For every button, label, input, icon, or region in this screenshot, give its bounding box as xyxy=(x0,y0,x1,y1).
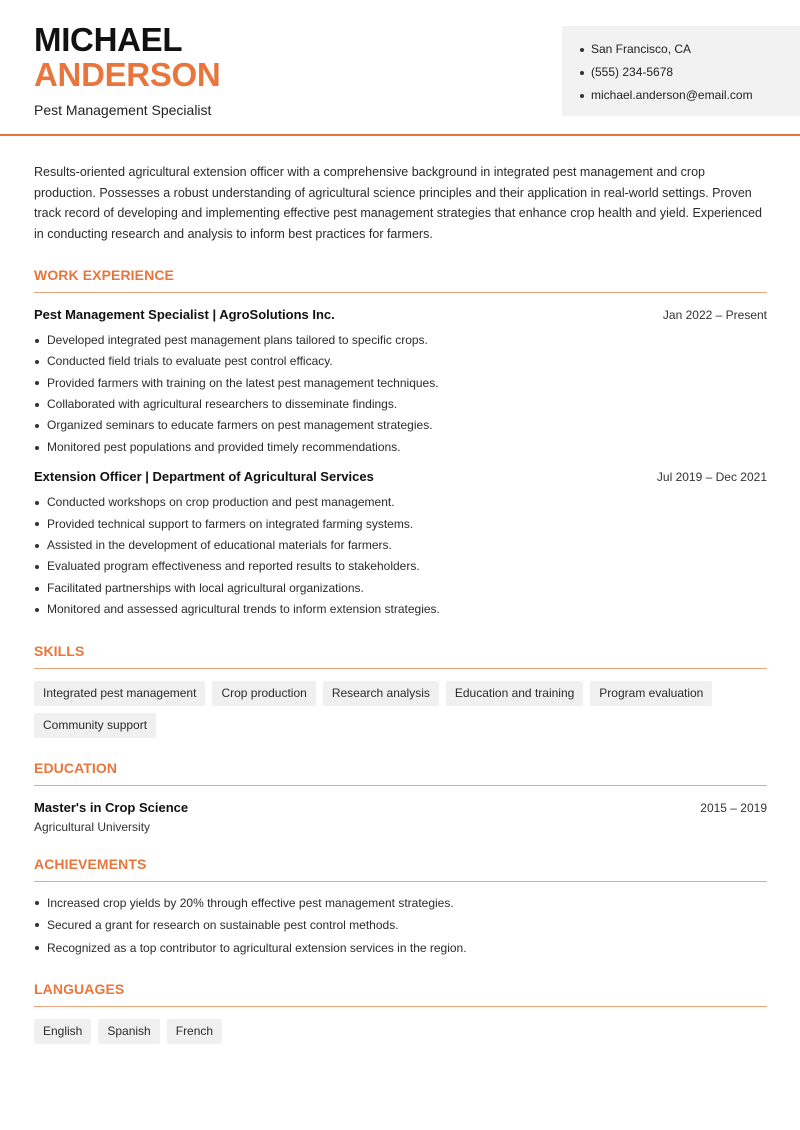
bullet-icon xyxy=(35,501,39,505)
resume-header xyxy=(0,0,800,136)
job-entry xyxy=(34,307,767,458)
languages-list xyxy=(34,1019,767,1044)
bullet-text: Provided farmers with training on the latest pest management techniques. xyxy=(47,375,439,390)
work-experience-heading: WORK EXPERIENCE xyxy=(34,267,767,293)
bullet-icon xyxy=(35,522,39,526)
education-heading: EDUCATION xyxy=(34,760,767,786)
bullet-text: Collaborated with agricultural researchers to disseminate findings. xyxy=(47,397,398,412)
list-item xyxy=(34,535,767,556)
bullet-text: Monitored pest populations and provided timely recommendations. xyxy=(47,439,401,454)
job-header xyxy=(34,307,767,322)
school: Agricultural University xyxy=(34,819,151,834)
skill-chip: Research analysis xyxy=(323,681,439,706)
list-item xyxy=(34,492,767,513)
list-item xyxy=(34,556,767,577)
bullet-icon xyxy=(580,48,584,52)
bullet-icon xyxy=(35,565,39,569)
list-item xyxy=(34,599,767,620)
email-text: michael.anderson@email.com xyxy=(591,88,753,102)
bullet-icon xyxy=(580,71,584,75)
job-bullets xyxy=(34,492,767,620)
skill-chip: Community support xyxy=(34,713,156,738)
bullet-icon xyxy=(35,946,39,950)
degree: Master's in Crop Science xyxy=(34,799,189,815)
job-dates: Jan 2022 – Present xyxy=(662,307,767,322)
bullet-text: Assisted in the development of educational materials for farmers. xyxy=(47,538,392,553)
education-dates: 2015 – 2019 xyxy=(700,800,767,815)
job-title: Pest Management Specialist xyxy=(34,102,212,118)
language-chip: Spanish xyxy=(98,1019,159,1044)
achievements-section xyxy=(34,856,767,960)
list-item xyxy=(34,437,767,458)
bullet-icon xyxy=(35,339,39,343)
list-item xyxy=(34,394,767,415)
job-entry xyxy=(34,469,767,620)
bullet-icon xyxy=(35,923,39,927)
bullet-icon xyxy=(35,424,39,428)
first-name: MICHAEL xyxy=(34,21,183,58)
contact-box xyxy=(562,26,800,116)
bullet-text: Developed integrated pest management plans tailored to specific crops. xyxy=(47,332,428,347)
phone-text: (555) 234-5678 xyxy=(591,65,674,79)
list-item xyxy=(34,937,767,960)
bullet-icon xyxy=(35,403,39,407)
list-item xyxy=(34,578,767,599)
job-dates: Jul 2019 – Dec 2021 xyxy=(656,470,767,485)
contact-email xyxy=(580,84,800,107)
list-item xyxy=(34,914,767,937)
contact-phone xyxy=(580,61,800,84)
resume-content xyxy=(0,162,800,1044)
list-item xyxy=(34,514,767,535)
bullet-text: Monitored and assessed agricultural trends to inform extension strategies. xyxy=(47,602,440,617)
language-chip: French xyxy=(167,1019,222,1044)
achievements-heading: ACHIEVEMENTS xyxy=(34,856,767,882)
last-name: ANDERSON xyxy=(34,56,221,93)
bullet-icon xyxy=(35,446,39,450)
education-entry xyxy=(34,800,767,815)
bullet-icon xyxy=(35,587,39,591)
language-chip: English xyxy=(34,1019,91,1044)
bullet-text: Evaluated program effectiveness and reported results to stakeholders. xyxy=(47,559,420,574)
skills-list xyxy=(34,681,767,738)
contact-location xyxy=(580,38,800,61)
list-item xyxy=(34,373,767,394)
location-text: San Francisco, CA xyxy=(591,42,692,56)
list-item xyxy=(34,330,767,351)
list-item xyxy=(34,351,767,372)
job-role: Pest Management Specialist | AgroSolutions Inc. xyxy=(34,306,335,322)
bullet-text: Conducted field trials to evaluate pest control efficacy. xyxy=(47,354,333,369)
bullet-icon xyxy=(580,94,584,98)
achievements-list xyxy=(34,892,767,960)
bullet-text: Secured a grant for research on sustainable pest control methods. xyxy=(47,918,399,933)
bullet-text: Conducted workshops on crop production and pest management. xyxy=(47,495,395,510)
bullet-text: Provided technical support to farmers on integrated farming systems. xyxy=(47,516,414,531)
list-item xyxy=(34,892,767,915)
job-role: Extension Officer | Department of Agricultural Services xyxy=(34,469,374,485)
bullet-icon xyxy=(35,381,39,385)
skill-chip: Integrated pest management xyxy=(34,681,205,706)
name-block xyxy=(34,22,220,118)
summary-paragraph: Results-oriented agricultural extension officer with a comprehensive background in integrated pest management and crop production. Possesses a robust understanding of agricultural science principles and their application in real-world settings. Proven track record of developing and implementing effective pest management strategies that enhance crop health and yield. Experienced in conducting research and analysis to inform best practices for farmers. xyxy=(34,165,762,242)
skills-heading: SKILLS xyxy=(34,643,767,669)
list-item xyxy=(34,415,767,436)
job-header xyxy=(34,469,767,484)
bullet-icon xyxy=(35,544,39,548)
job-bullets xyxy=(34,330,767,458)
bullet-text: Recognized as a top contributor to agricultural extension services in the region. xyxy=(47,940,467,955)
bullet-icon xyxy=(35,901,39,905)
bullet-text: Facilitated partnerships with local agricultural organizations. xyxy=(47,580,364,595)
bullet-text: Increased crop yields by 20% through effective pest management strategies. xyxy=(47,895,454,910)
languages-heading: LANGUAGES xyxy=(34,981,767,1007)
skill-chip: Program evaluation xyxy=(590,681,712,706)
bullet-icon xyxy=(35,608,39,612)
bullet-text: Organized seminars to educate farmers on pest management strategies. xyxy=(47,418,433,433)
skill-chip: Crop production xyxy=(212,681,315,706)
skill-chip: Education and training xyxy=(446,681,583,706)
bullet-icon xyxy=(35,360,39,364)
